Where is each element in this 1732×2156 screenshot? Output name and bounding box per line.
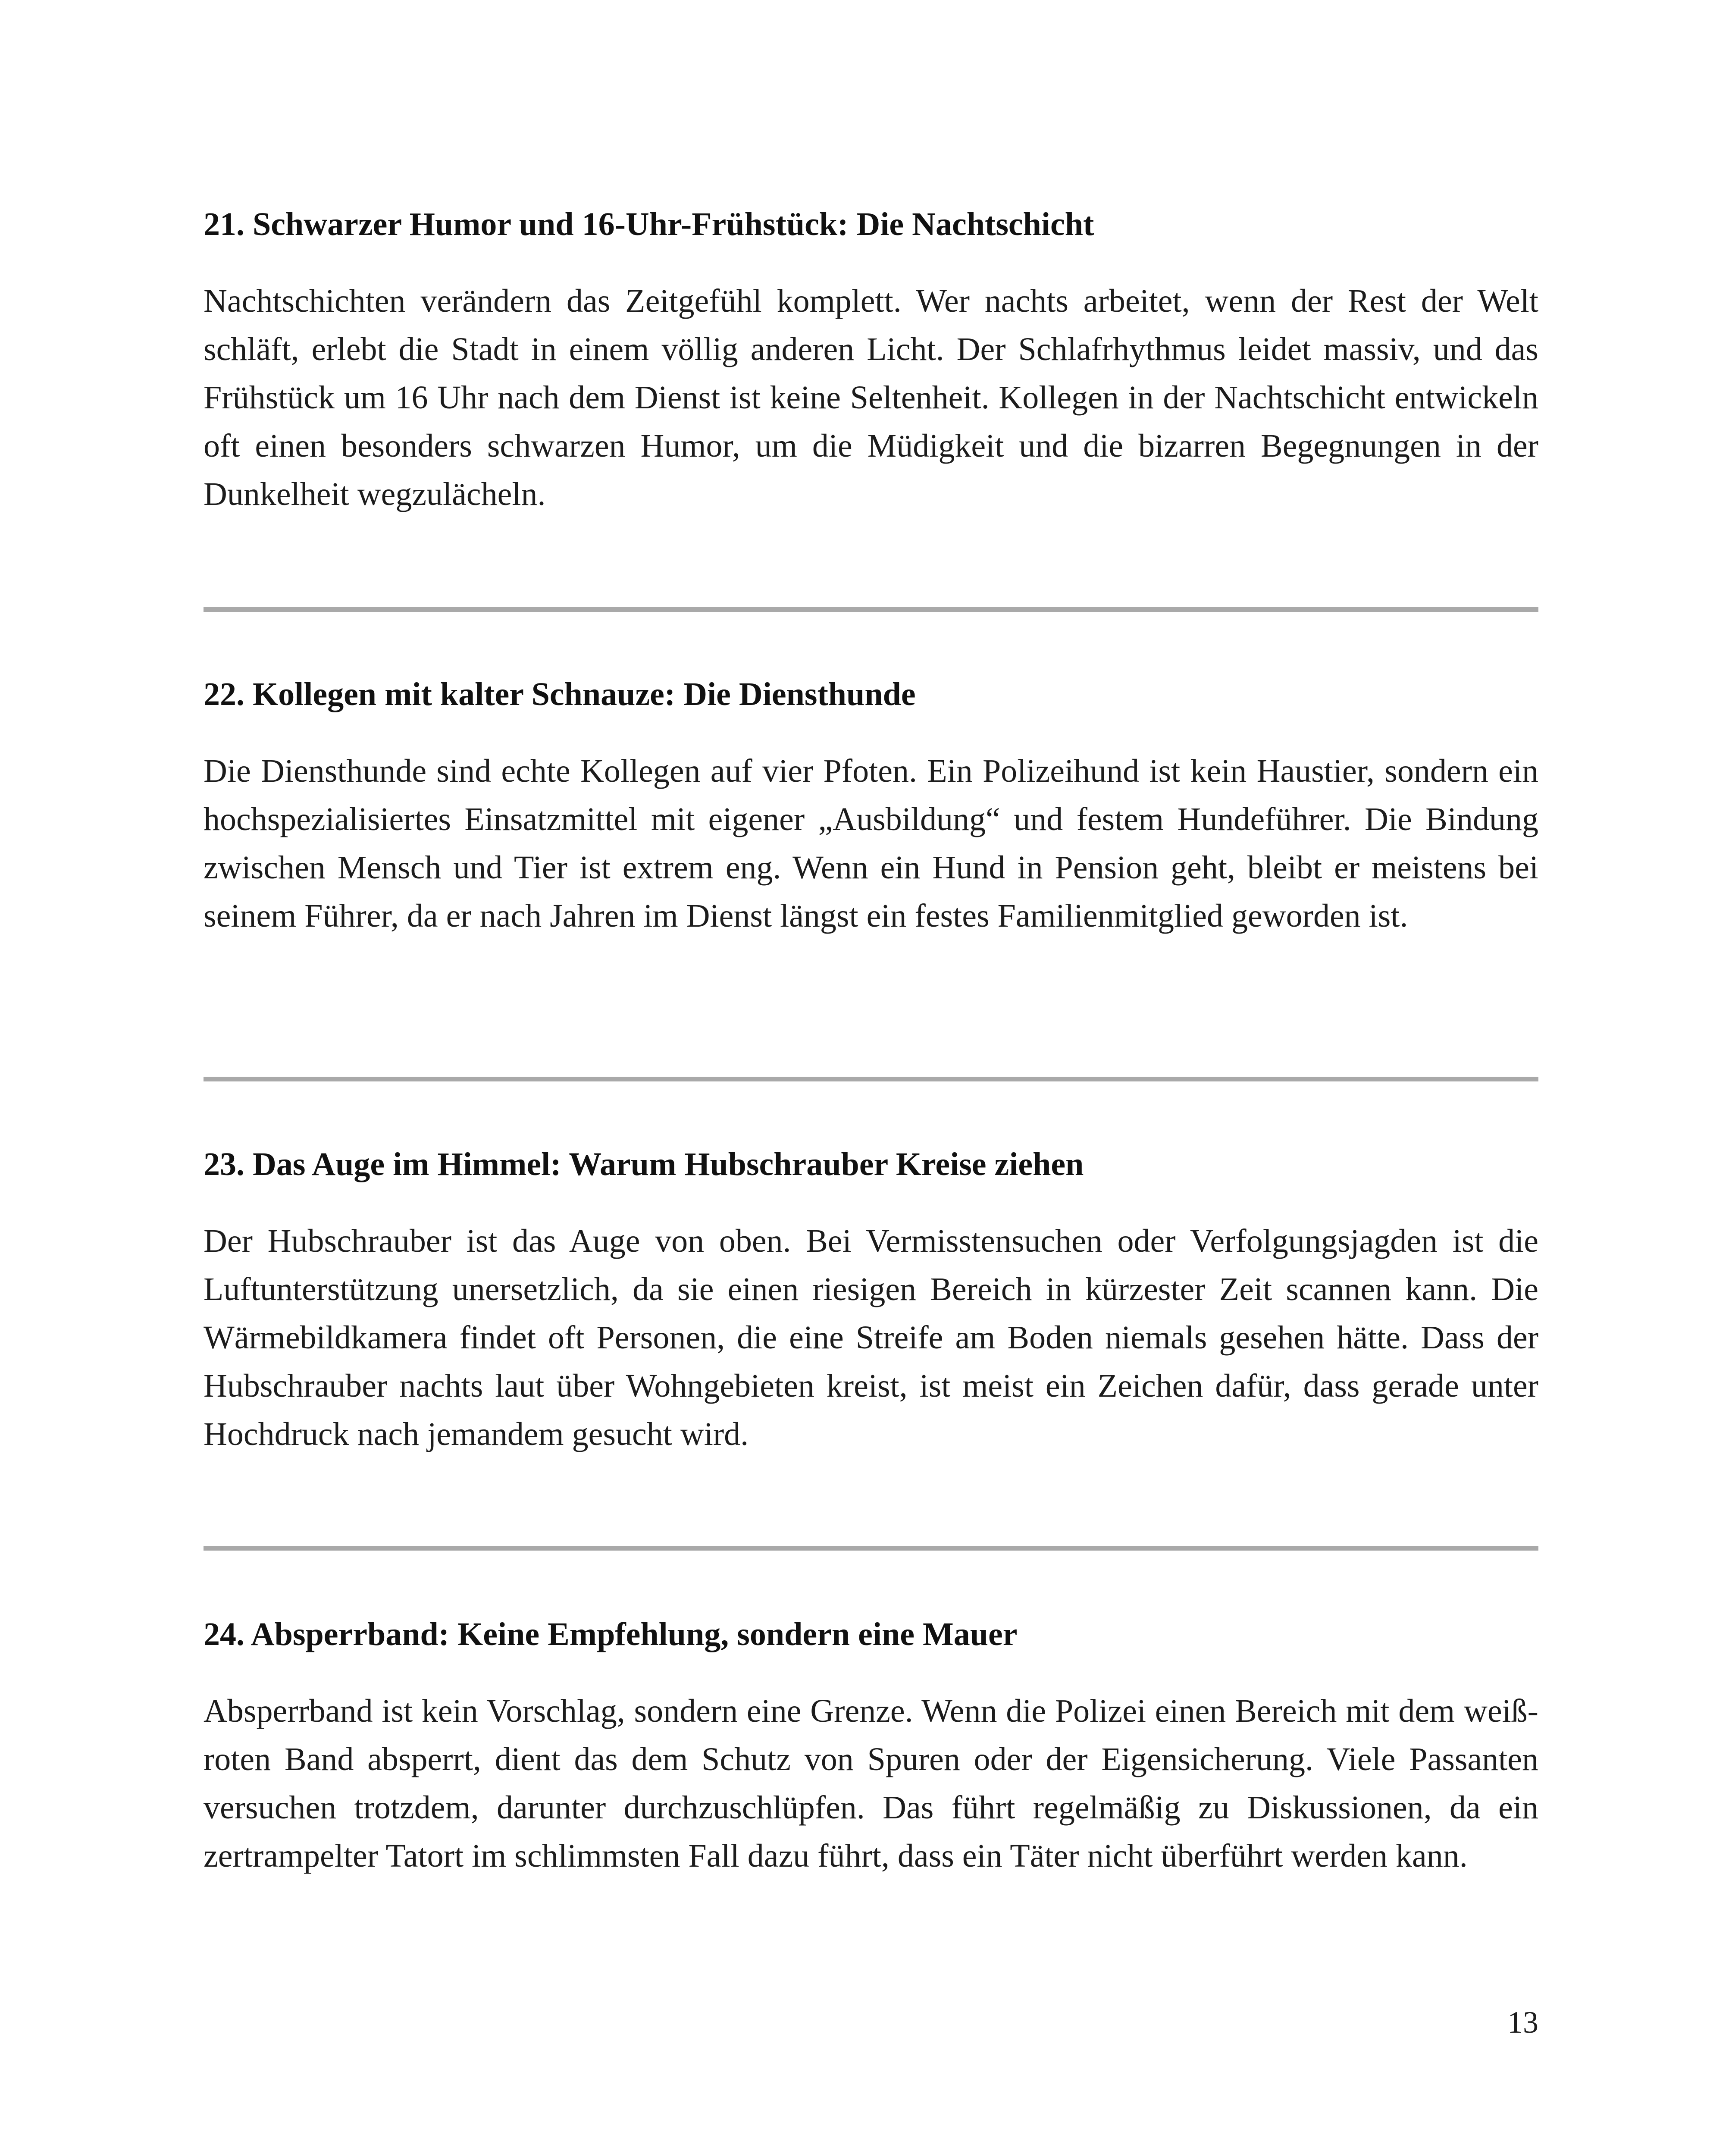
- section-22: [204, 673, 1538, 940]
- section-body: Nachtschichten verändern das Zeitgefühl komplett. Wer nachts arbeitet, wenn der Rest der Welt schläft, erlebt die Stadt in einem völlig anderen Licht. Der Schlafrhythmus leidet massiv, und das Frühstück um 16 Uhr nach dem Dienst ist keine Seltenheit. Kollegen in der Nachtschicht entwickeln oft einen besonders schwarzen Humor, um die Müdigkeit und die bizarren Begegnungen in der Dunkelheit wegzulächeln.: [204, 283, 1538, 512]
- section-heading: 24. Absperrband: Keine Empfehlung, sondern eine Mauer: [204, 1616, 1018, 1652]
- document-page: [204, 0, 1538, 2156]
- section-24: [204, 1613, 1538, 1880]
- section-body: Absperrband ist kein Vorschlag, sondern eine Grenze. Wenn die Polizei einen Bereich mit dem weiß-roten Band absperrt, dient das dem Schutz von Spuren oder der Eigensicherung. Viele Passanten versuchen trotzdem, darunter durchzuschlüpfen. Das führt regelmäßig zu Diskussionen, da ein zertrampelter Tatort im schlimmsten Fall dazu führt, dass ein Täter nicht überführt werden kann.: [204, 1693, 1538, 1874]
- section-divider: [204, 1077, 1538, 1081]
- section-21: [204, 203, 1538, 518]
- section-heading: 23. Das Auge im Himmel: Warum Hubschrauber Kreise ziehen: [204, 1146, 1084, 1182]
- section-body: Der Hubschrauber ist das Auge von oben. Bei Vermisstensuchen oder Verfolgungsjagden ist die Luftunterstützung unersetzlich, da sie einen riesigen Bereich in kürzester Zeit scannen kann. Die Wärmebildkamera findet oft Personen, die eine Streife am Boden niemals gesehen hätte. Dass der Hubschrauber nachts laut über Wohngebieten kreist, ist meist ein Zeichen dafür, dass gerade unter Hochdruck nach jemandem gesucht wird.: [204, 1223, 1538, 1452]
- page-number: 13: [1507, 2005, 1538, 2040]
- section-heading: 22. Kollegen mit kalter Schnauze: Die Diensthunde: [204, 676, 916, 712]
- section-divider: [204, 1546, 1538, 1551]
- section-divider: [204, 607, 1538, 612]
- section-heading: 21. Schwarzer Humor und 16-Uhr-Frühstück: Die Nachtschicht: [204, 206, 1094, 242]
- section-23: [204, 1143, 1538, 1458]
- section-body: Die Diensthunde sind echte Kollegen auf vier Pfoten. Ein Polizeihund ist kein Haustier, sondern ein hochspezialisiertes Einsatzmittel mit eigener „Ausbildung“ und festem Hundeführer. Die Bindung zwischen Mensch und Tier ist extrem eng. Wenn ein Hund in Pension geht, bleibt er meistens bei seinem Führer, da er nach Jahren im Dienst längst ein festes Familienmitglied geworden ist.: [204, 753, 1538, 934]
